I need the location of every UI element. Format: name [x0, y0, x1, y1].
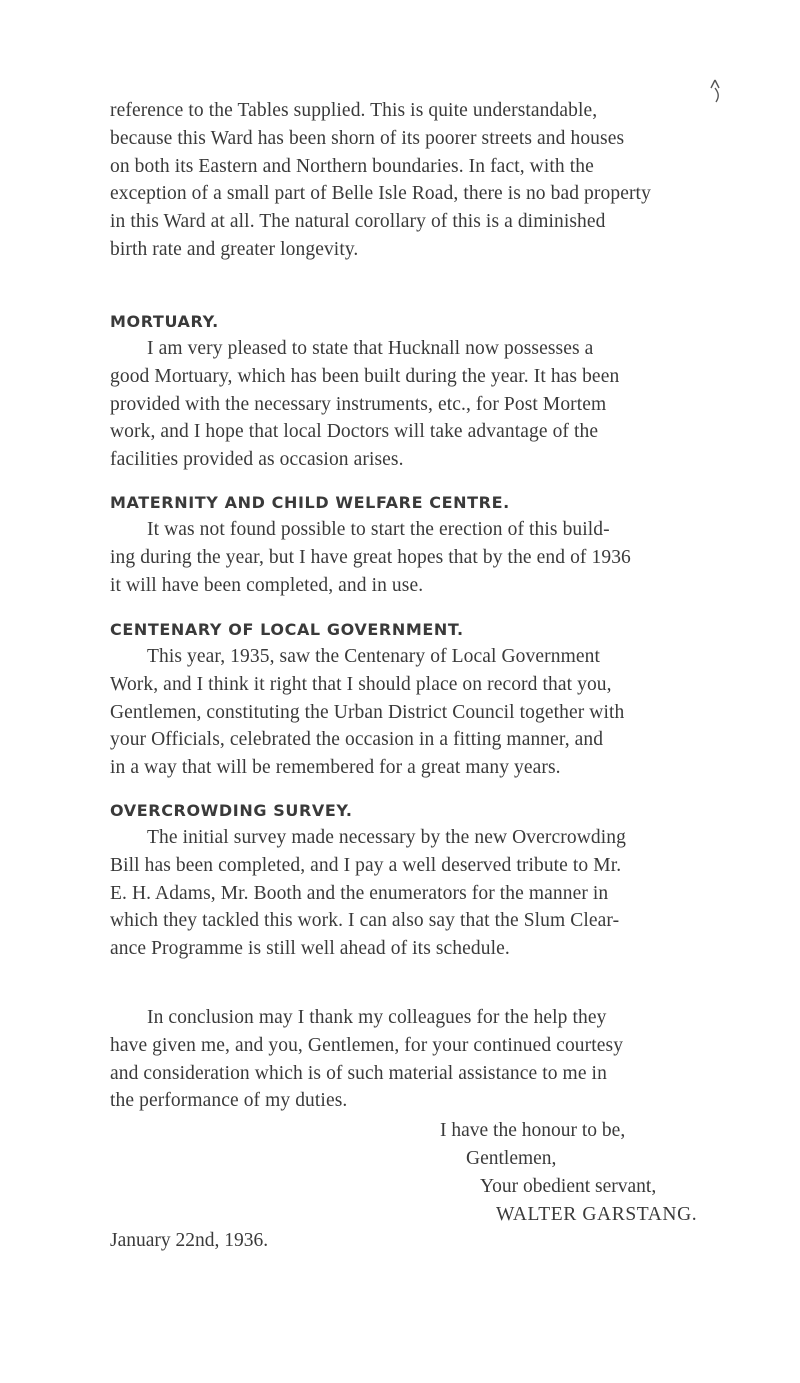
text-line: which they tackled this work. I can also say that the Slum Clear-	[110, 910, 620, 932]
text-line: in a way that will be remembered for a great many years.	[110, 757, 561, 779]
overcrowding-paragraph	[110, 824, 710, 963]
text-line: the performance of my duties.	[110, 1090, 348, 1112]
valediction-line: Your obedient servant,	[480, 1176, 657, 1197]
text-line: The initial survey made necessary by the new Overcrowding	[147, 827, 626, 848]
closing-line: I have the honour to be,	[440, 1120, 626, 1141]
text-line: Bill has been completed, and I pay a well deserved tribute to Mr.	[110, 854, 622, 876]
text-line: It was not found possible to start the erection of this build-	[147, 519, 610, 540]
text-line: Gentlemen, constituting the Urban District Council together with	[110, 701, 625, 723]
text-line: reference to the Tables supplied. This is quite understandable,	[110, 100, 598, 121]
text-line: your Officials, celebrated the occasion in a fitting manner, and	[110, 729, 604, 751]
section-heading-maternity: MATERNITY AND CHILD WELFARE CENTRE.	[110, 493, 510, 512]
text-line: exception of a small part of Belle Isle Road, there is no bad property	[110, 183, 651, 205]
centenary-paragraph	[110, 643, 710, 782]
maternity-paragraph	[110, 516, 710, 599]
section-heading-mortuary: MORTUARY.	[110, 312, 219, 331]
section-heading-centenary: CENTENARY OF LOCAL GOVERNMENT.	[110, 620, 464, 639]
conclusion-paragraph	[110, 1004, 710, 1115]
signatory-name: WALTER GARSTANG.	[496, 1204, 698, 1225]
text-line: have given me, and you, Gentlemen, for your continued courtesy	[110, 1034, 624, 1056]
salutation-line: Gentlemen,	[466, 1148, 557, 1169]
text-line: and consideration which is of such material assistance to me in	[110, 1062, 607, 1084]
text-line: Work, and I think it right that I should place on record that you,	[110, 673, 612, 695]
text-line: good Mortuary, which has been built during the year. It has been	[110, 365, 620, 387]
text-line: on both its Eastern and Northern boundaries. In fact, with the	[110, 155, 594, 177]
text-line: E. H. Adams, Mr. Booth and the enumerators for the manner in	[110, 882, 609, 904]
text-line: facilities provided as occasion arises.	[110, 449, 404, 471]
text-line: provided with the necessary instruments, etc., for Post Mortem	[110, 393, 607, 415]
text-line: In conclusion may I thank my colleagues for the help they	[147, 1007, 607, 1028]
section-heading-overcrowding: OVERCROWDING SURVEY.	[110, 801, 353, 820]
document-date: January 22nd, 1936.	[110, 1230, 269, 1251]
text-line: ance Programme is still well ahead of its schedule.	[110, 938, 510, 960]
text-line: birth rate and greater longevity.	[110, 238, 359, 260]
text-line: ing during the year, but I have great hopes that by the end of 1936	[110, 546, 631, 568]
intro-paragraph	[110, 97, 710, 264]
text-line: This year, 1935, saw the Centenary of Local Government	[147, 646, 600, 667]
corner-mark-icon	[708, 78, 722, 109]
text-line: work, and I hope that local Doctors will take advantage of the	[110, 421, 599, 443]
text-line: because this Ward has been shorn of its poorer streets and houses	[110, 127, 625, 149]
text-line: it will have been completed, and in use.	[110, 574, 424, 596]
mortuary-paragraph	[110, 335, 710, 474]
text-line: in this Ward at all. The natural corollary of this is a diminished	[110, 211, 606, 233]
text-line: I am very pleased to state that Hucknall now possesses a	[147, 338, 594, 359]
